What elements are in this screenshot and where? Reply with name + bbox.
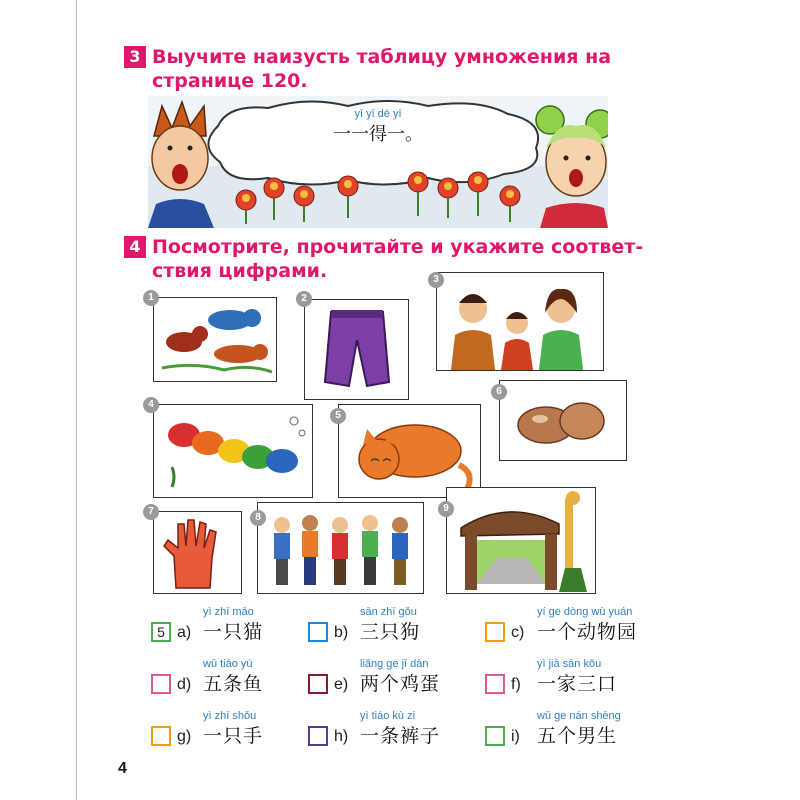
answer-c <box>485 606 685 646</box>
answer-i <box>485 710 665 750</box>
answer-hanzi: 一个动物园 <box>537 621 638 643</box>
exercise-4-number: 4 <box>124 236 146 258</box>
answer-box[interactable] <box>308 622 328 642</box>
answer-pinyin: yí ge dòng wù yuán <box>537 606 633 618</box>
answer-h <box>308 710 478 750</box>
answer-hanzi: 五条鱼 <box>203 673 264 695</box>
answer-b <box>308 606 458 646</box>
multiplication-illustration <box>148 96 608 228</box>
answer-a <box>151 606 301 646</box>
picture-eggs <box>499 380 627 461</box>
picture-badge: 8 <box>250 510 266 526</box>
answer-pinyin: wǔ ge nán shēng <box>537 710 621 722</box>
answer-letter: d) <box>177 676 192 693</box>
answer-letter: i) <box>511 728 520 745</box>
dogs-drawing <box>154 298 276 381</box>
exercise-3-heading-line1: Выучите наизусть таблицу умножения на <box>152 46 612 68</box>
answer-pinyin: yì jiā sān kǒu <box>537 658 602 670</box>
page-margin-line <box>76 0 77 800</box>
answer-box[interactable] <box>151 674 171 694</box>
zoo-drawing <box>447 488 595 593</box>
page-number: 4 <box>118 760 127 777</box>
answer-box[interactable] <box>485 622 505 642</box>
answer-box[interactable] <box>308 674 328 694</box>
answer-pinyin: yì tiáo kù zi <box>360 710 416 722</box>
answer-letter: h) <box>334 728 349 745</box>
answer-hanzi: 一只猫 <box>203 621 264 643</box>
family-drawing <box>437 273 603 370</box>
picture-cat <box>338 404 481 498</box>
answer-box[interactable] <box>308 726 328 746</box>
bubble-text <box>308 108 448 146</box>
answer-hanzi: 一只手 <box>203 725 264 747</box>
answer-letter: c) <box>511 624 525 641</box>
answer-hanzi: 一条裤子 <box>360 725 441 747</box>
cat-drawing <box>339 405 480 497</box>
picture-badge: 1 <box>143 290 159 306</box>
answer-box[interactable] <box>485 726 505 746</box>
fish-drawing <box>154 405 312 497</box>
exercise-3-heading-line2: странице 120. <box>152 70 308 92</box>
exercise-3-number: 3 <box>124 46 146 68</box>
answer-g <box>151 710 301 750</box>
answer-pinyin: sān zhī gǒu <box>360 606 417 618</box>
answer-box[interactable]: 5 <box>151 622 171 642</box>
picture-badge: 5 <box>330 408 346 424</box>
boys-drawing <box>258 503 423 593</box>
answer-f <box>485 658 665 698</box>
answer-letter: a) <box>177 624 192 641</box>
bubble-hanzi: 一一得一。 <box>333 124 423 145</box>
answer-hanzi: 五个男生 <box>537 725 618 747</box>
answer-pinyin: yì zhī shǒu <box>203 710 257 722</box>
picture-badge: 9 <box>438 501 454 517</box>
picture-zoo <box>446 487 596 594</box>
answer-letter: b) <box>334 624 349 641</box>
answer-letter: f) <box>511 676 521 693</box>
picture-badge: 3 <box>428 272 444 288</box>
picture-badge: 4 <box>143 397 159 413</box>
picture-boys <box>257 502 424 594</box>
answer-e <box>308 658 478 698</box>
picture-fish <box>153 404 313 498</box>
picture-trousers <box>304 299 409 400</box>
bubble-pinyin: yī yī dé yī <box>354 108 402 120</box>
picture-hand <box>153 511 242 594</box>
answer-box[interactable] <box>485 674 505 694</box>
answer-letter: g) <box>177 728 192 745</box>
answer-letter: e) <box>334 676 349 693</box>
picture-badge: 2 <box>296 291 312 307</box>
answer-box[interactable] <box>151 726 171 746</box>
trousers-drawing <box>305 300 408 399</box>
exercise-4-heading-line2: ствия цифрами. <box>152 260 328 282</box>
hand-drawing <box>154 512 241 593</box>
picture-badge: 7 <box>143 504 159 520</box>
eggs-drawing <box>500 381 626 460</box>
exercise-4-heading-line1: Посмотрите, прочитайте и укажите соответ- <box>152 236 644 258</box>
picture-dogs <box>153 297 277 382</box>
answer-pinyin: liǎng ge jī dàn <box>360 658 429 670</box>
answer-hanzi: 一家三口 <box>537 673 618 695</box>
answer-pinyin: yì zhī māo <box>203 606 254 618</box>
answer-hanzi: 两个鸡蛋 <box>360 673 441 695</box>
picture-badge: 6 <box>491 384 507 400</box>
answer-pinyin: wǔ tiáo yú <box>203 658 253 670</box>
answer-d <box>151 658 301 698</box>
answer-hanzi: 三只狗 <box>360 621 421 643</box>
picture-family <box>436 272 604 371</box>
